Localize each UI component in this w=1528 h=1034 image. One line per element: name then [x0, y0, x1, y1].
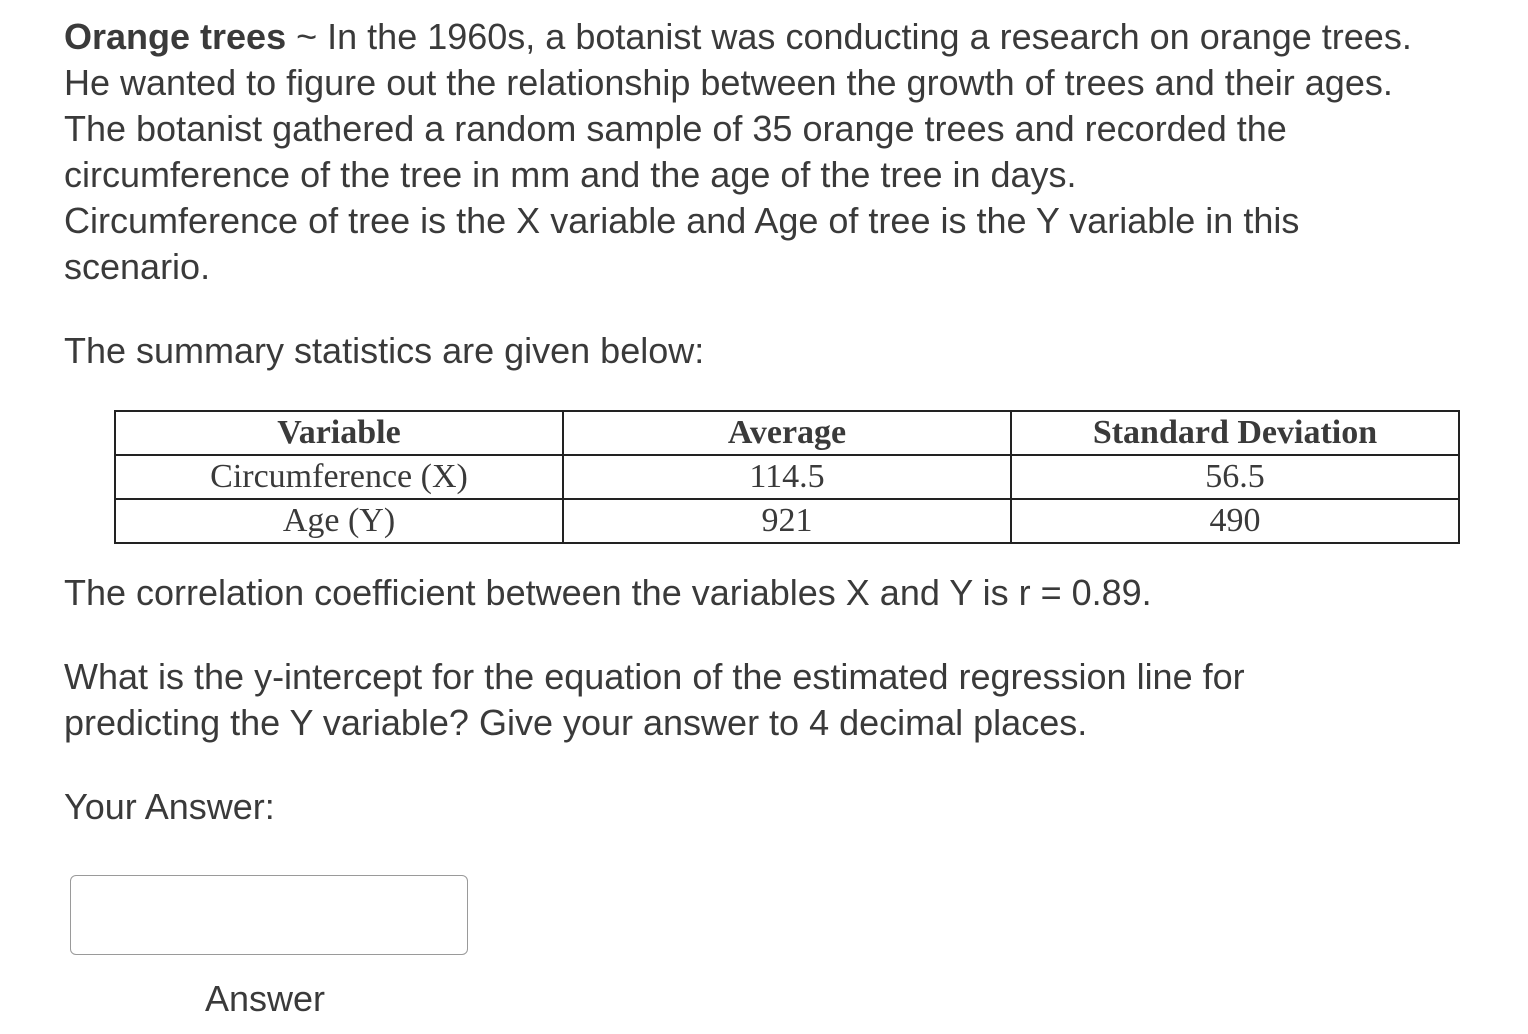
your-answer-label: Your Answer:: [64, 786, 275, 827]
intro-line-3: The botanist gathered a random sample of 35 orange trees and recorded the: [64, 108, 1287, 149]
cell-variable: Age (Y): [115, 499, 563, 543]
problem-title: Orange trees: [64, 16, 287, 57]
title-separator: ~: [286, 16, 328, 57]
intro-line-2: He wanted to figure out the relationship between the growth of trees and their ages.: [64, 62, 1393, 103]
answer-input[interactable]: [70, 875, 468, 955]
correlation-statement: The correlation coefficient between the variables X and Y is r = 0.89.: [64, 572, 1152, 613]
summary-heading: The summary statistics are given below:: [64, 330, 705, 371]
header-variable: Variable: [115, 411, 563, 455]
cell-average: 921: [563, 499, 1011, 543]
intro-line-5: Circumference of tree is the X variable and Age of tree is the Y variable in this: [64, 200, 1300, 241]
table-header-row: [115, 411, 1459, 455]
answer-caption: Answer: [205, 978, 326, 1019]
question-line-1: What is the y-intercept for the equation of the estimated regression line for: [64, 656, 1245, 697]
question-content: [64, 14, 1514, 410]
intro-paragraph: [64, 14, 1514, 290]
table-row: [115, 455, 1459, 499]
cell-variable: Circumference (X): [115, 455, 563, 499]
header-average: Average: [563, 411, 1011, 455]
question-details: [64, 570, 1514, 830]
intro-line-1: In the 1960s, a botanist was conducting a research on orange trees.: [327, 16, 1412, 57]
cell-standard-deviation: 490: [1011, 499, 1459, 543]
question-line-2: predicting the Y variable? Give your answer to 4 decimal places.: [64, 702, 1088, 743]
cell-average: 114.5: [563, 455, 1011, 499]
intro-line-4: circumference of the tree in mm and the age of the tree in days.: [64, 154, 1077, 195]
header-standard-deviation: Standard Deviation: [1011, 411, 1459, 455]
table-row: [115, 499, 1459, 543]
summary-statistics-table: [114, 410, 1460, 544]
cell-standard-deviation: 56.5: [1011, 455, 1459, 499]
intro-line-6: scenario.: [64, 246, 211, 287]
question-text: [64, 654, 1514, 746]
